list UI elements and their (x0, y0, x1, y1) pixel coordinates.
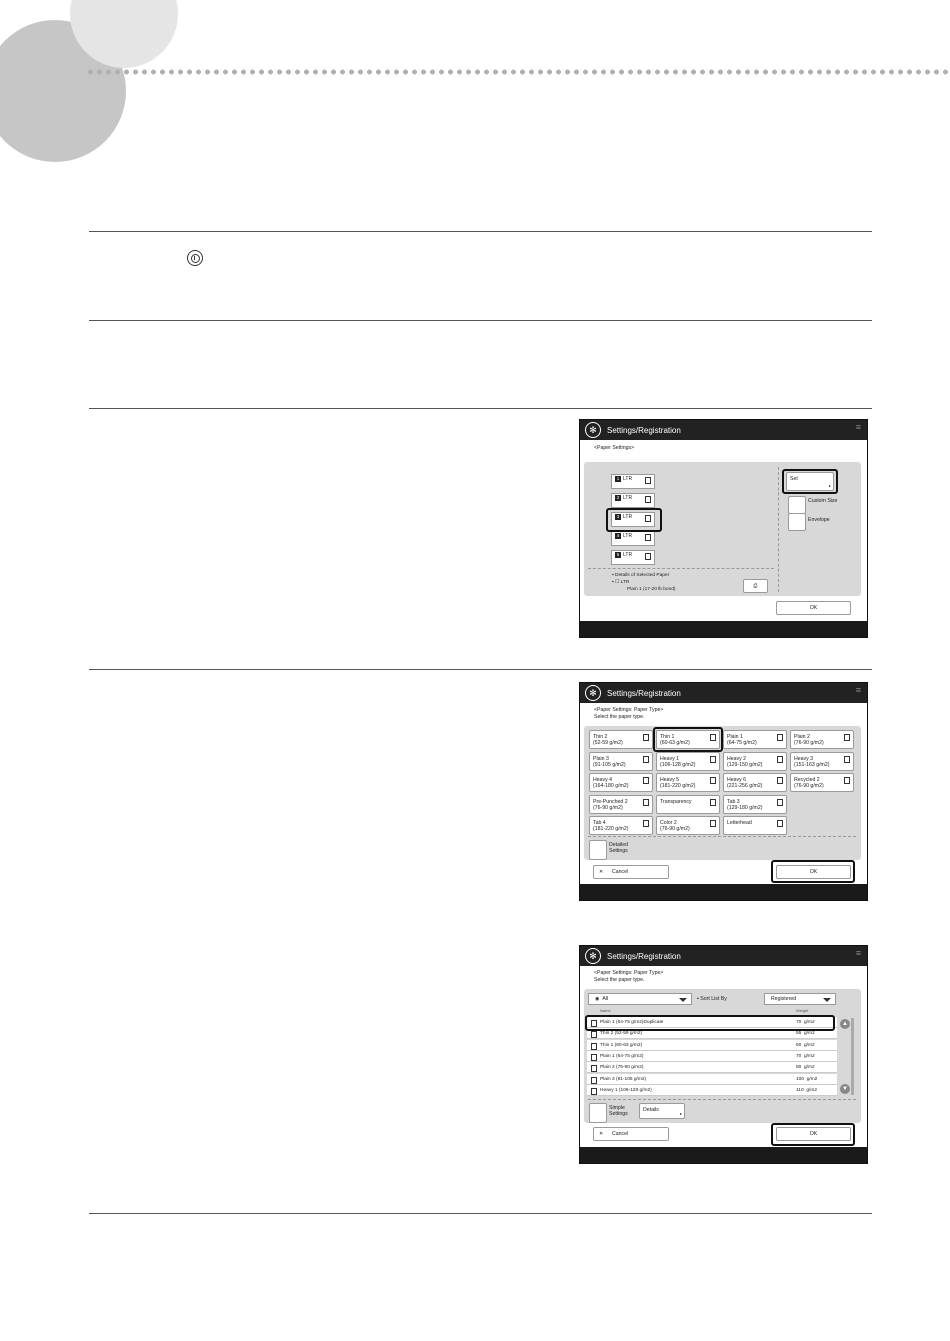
envelope-label: Envelope (808, 517, 830, 523)
menu-icon[interactable]: ≡ (855, 422, 861, 432)
screen1-title: Settings/Registration (607, 425, 681, 435)
filter-dropdown[interactable]: ◉ All (588, 993, 692, 1005)
list-item[interactable]: Plain 1 (64-75 g/m2) 70 g/m2 (587, 1051, 837, 1062)
paper-type-button[interactable]: Plain 3 (91-105 g/m2) (589, 752, 653, 771)
step-divider-5 (89, 1213, 872, 1214)
paper-type-button[interactable]: Letterhead (723, 816, 787, 835)
screen2-ok-button[interactable]: OK (776, 865, 851, 879)
settings-logo-icon: ✻ (585, 685, 601, 701)
screen2-cancel-button[interactable]: ✕ Cancel (593, 865, 669, 879)
screen1-subtitle: <Paper Settings> (594, 445, 635, 451)
thin-1-highlight (653, 727, 723, 752)
paper-type-button[interactable]: Heavy 5 (181-220 g/m2) (656, 773, 720, 792)
step-divider-4 (89, 669, 872, 670)
details-selected-paper-label: ▪ Details of Selected Paper (612, 573, 670, 578)
list-item[interactable]: Thin 1 (60-63 g/m2) 60 g/m2 (587, 1040, 837, 1051)
paper-type-button[interactable]: Pre-Punched 2 (76-90 g/m2) (589, 795, 653, 814)
ok-button-highlight (771, 860, 855, 883)
paper-type-button[interactable]: Heavy 6 (221-256 g/m2) (723, 773, 787, 792)
screen3-cancel-button[interactable]: ✕ Cancel (593, 1127, 669, 1141)
paper-details-button[interactable]: ⎙ (743, 579, 768, 593)
custom-size-label: Custom Size (808, 498, 838, 504)
settings-logo-icon: ✻ (585, 422, 601, 438)
paper-type-button[interactable]: Heavy 4 (164-180 g/m2) (589, 773, 653, 792)
paper-type-button[interactable]: Thin 1 (60-63 g/m2) (656, 730, 720, 749)
paper-type-button[interactable]: Tab 4 (181-220 g/m2) (589, 816, 653, 835)
panel-divider-h (588, 568, 774, 569)
ok-button-highlight (771, 1123, 855, 1146)
menu-icon[interactable]: ≡ (855, 685, 861, 695)
paper-icon (591, 1065, 597, 1072)
scroll-down-button[interactable]: ▼ (840, 1084, 850, 1094)
panel-divider (778, 467, 779, 592)
tray-5[interactable]: 5 LTR (611, 550, 655, 565)
step-divider-2 (89, 320, 872, 321)
details-button[interactable]: Details ▸ (639, 1103, 685, 1119)
scroll-up-button[interactable]: ▲ (840, 1019, 850, 1029)
envelope-button[interactable] (788, 513, 806, 531)
screen3-subtitle-1: <Paper Settings: Paper Type> (594, 970, 664, 976)
screen3-subtitle-2: Select the paper type. (594, 977, 645, 983)
paper-icon (591, 1088, 597, 1095)
settings-registration-key-icon (187, 250, 203, 266)
list-item[interactable]: Plain 1 (64-75 g/m2)Duplicate 70 g/m2 (587, 1017, 837, 1028)
screen2-subtitle-2: Select the paper type. (594, 714, 645, 720)
paper-icon (591, 1077, 597, 1084)
tray-3-highlight (606, 508, 662, 532)
screen2-title: Settings/Registration (607, 688, 681, 698)
detailed-settings-label: Detailed Settings (609, 842, 629, 854)
tray-2[interactable]: 2 LTR (611, 493, 655, 508)
tray-1[interactable]: 1 LTR (611, 474, 655, 489)
step-divider-1 (89, 231, 872, 232)
screen2-titlebar (580, 683, 867, 703)
paper-type-button[interactable]: Color 2 (76-90 g/m2) (656, 816, 720, 835)
set-button-highlight (782, 469, 838, 494)
sort-label: ▪ Sort List By (697, 996, 727, 1002)
paper-type-button[interactable]: Tab 3 (129-180 g/m2) (723, 795, 787, 814)
screen3-ok-button[interactable]: OK (776, 1127, 851, 1141)
details-type: Plain 1 (17-20 lb bond) (627, 587, 676, 592)
settings-logo-icon: ✻ (585, 948, 601, 964)
screen3-title: Settings/Registration (607, 951, 681, 961)
tray-4[interactable]: 4 LTR (611, 531, 655, 546)
paper-type-button[interactable]: Heavy 2 (129-150 g/m2) (723, 752, 787, 771)
detailed-settings-button[interactable] (589, 840, 607, 860)
screen2-subtitle-1: <Paper Settings: Paper Type> (594, 707, 664, 713)
details-size: ▪ ☐ LTR (612, 580, 630, 585)
panel-divider-h (588, 836, 856, 837)
duplicate-row-highlight (585, 1015, 835, 1031)
paper-icon (591, 1043, 597, 1050)
list-item[interactable]: Thin 2 (52-59 g/m2) 55 g/m2 (587, 1028, 837, 1039)
screen3-titlebar (580, 946, 867, 966)
list-scrollbar[interactable] (851, 1018, 854, 1095)
paper-type-button[interactable]: Plain 2 (76-90 g/m2) (790, 730, 854, 749)
col-weight-header: Weight (796, 1008, 809, 1013)
list-item[interactable]: Plain 2 (76-90 g/m2) 80 g/m2 (587, 1062, 837, 1073)
screen1-ok-button[interactable]: OK (776, 601, 851, 615)
sort-dropdown[interactable]: Registered (764, 993, 836, 1005)
set-button[interactable]: Set ▸ (786, 472, 834, 491)
paper-icon (591, 1054, 597, 1061)
screen1-titlebar (580, 420, 867, 440)
list-item[interactable]: Plain 3 (91-105 g/m2) 100 g/m2 (587, 1074, 837, 1085)
paper-type-button[interactable]: Recycled 2 (76-90 g/m2) (790, 773, 854, 792)
paper-type-button[interactable]: Heavy 3 (151-163 g/m2) (790, 752, 854, 771)
paper-type-button[interactable]: Heavy 1 (106-128 g/m2) (656, 752, 720, 771)
menu-icon[interactable]: ≡ (855, 948, 861, 958)
simple-settings-label: Simple Settings (609, 1105, 628, 1117)
paper-type-button[interactable]: Thin 2 (52-59 g/m2) (589, 730, 653, 749)
paper-icon (591, 1031, 597, 1038)
panel-divider-h (588, 1099, 856, 1100)
dotted-header-line (86, 68, 950, 76)
step-divider-3 (89, 408, 872, 409)
col-name-header: Name (600, 1008, 611, 1013)
tray-3[interactable]: 3 LTR (611, 512, 655, 527)
custom-size-button[interactable] (788, 496, 806, 514)
paper-type-button[interactable]: Transparency (656, 795, 720, 814)
list-item[interactable]: Heavy 1 (106-128 g/m2) 110 g/m2 (587, 1085, 837, 1096)
simple-settings-button[interactable] (589, 1103, 607, 1123)
paper-type-button[interactable]: Plain 1 (64-75 g/m2) (723, 730, 787, 749)
